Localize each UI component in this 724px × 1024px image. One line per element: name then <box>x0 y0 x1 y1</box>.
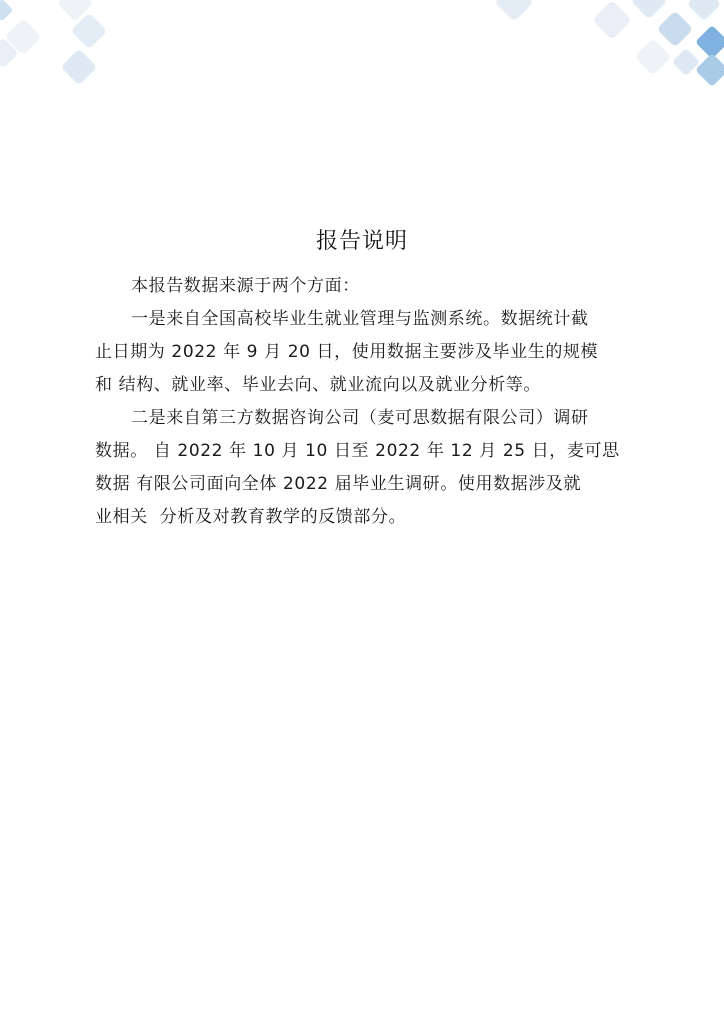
diamond-shape <box>695 25 724 59</box>
diamond-shape <box>494 0 534 22</box>
text-line: 数据 有限公司面向全体 2022 届毕业生调研。使用数据涉及就 <box>95 474 582 494</box>
report-body <box>95 270 625 534</box>
text-line: 和 结构、就业率、毕业去向、就业流向以及就业分析等。 <box>95 375 542 395</box>
text-line: 一是来自全国高校毕业生就业管理与监测系统。数据统计截 <box>131 309 589 329</box>
text-line: 本报告数据来源于两个方面： <box>131 276 360 296</box>
diamond-shape <box>672 48 700 76</box>
diamond-shape <box>687 0 721 21</box>
diamond-shape <box>635 39 672 76</box>
text-line: 数据。 自 2022 年 10 月 10 日至 2022 年 12 月 25 日，麦可思 <box>95 441 620 461</box>
diamond-shape <box>695 53 724 87</box>
paragraph-source-one <box>95 303 625 402</box>
diamond-shape <box>657 11 694 48</box>
decorative-header-pattern <box>0 0 724 100</box>
diamond-shape <box>61 49 98 86</box>
paragraph-intro <box>95 270 625 303</box>
text-line: 二是来自第三方数据咨询公司（麦可思数据有限公司）调研 <box>131 408 589 428</box>
paragraph-source-two <box>95 402 625 534</box>
diamond-shape <box>592 0 632 40</box>
diamond-shape <box>631 0 668 19</box>
text-line: 业相关 分析及对教育教学的反馈部分。 <box>95 507 407 527</box>
page-title: 报告说明 <box>315 229 408 254</box>
diamond-shape <box>0 0 13 21</box>
text-line: 止日期为 2022 年 9 月 20 日，使用数据主要涉及毕业生的规模 <box>95 342 599 362</box>
